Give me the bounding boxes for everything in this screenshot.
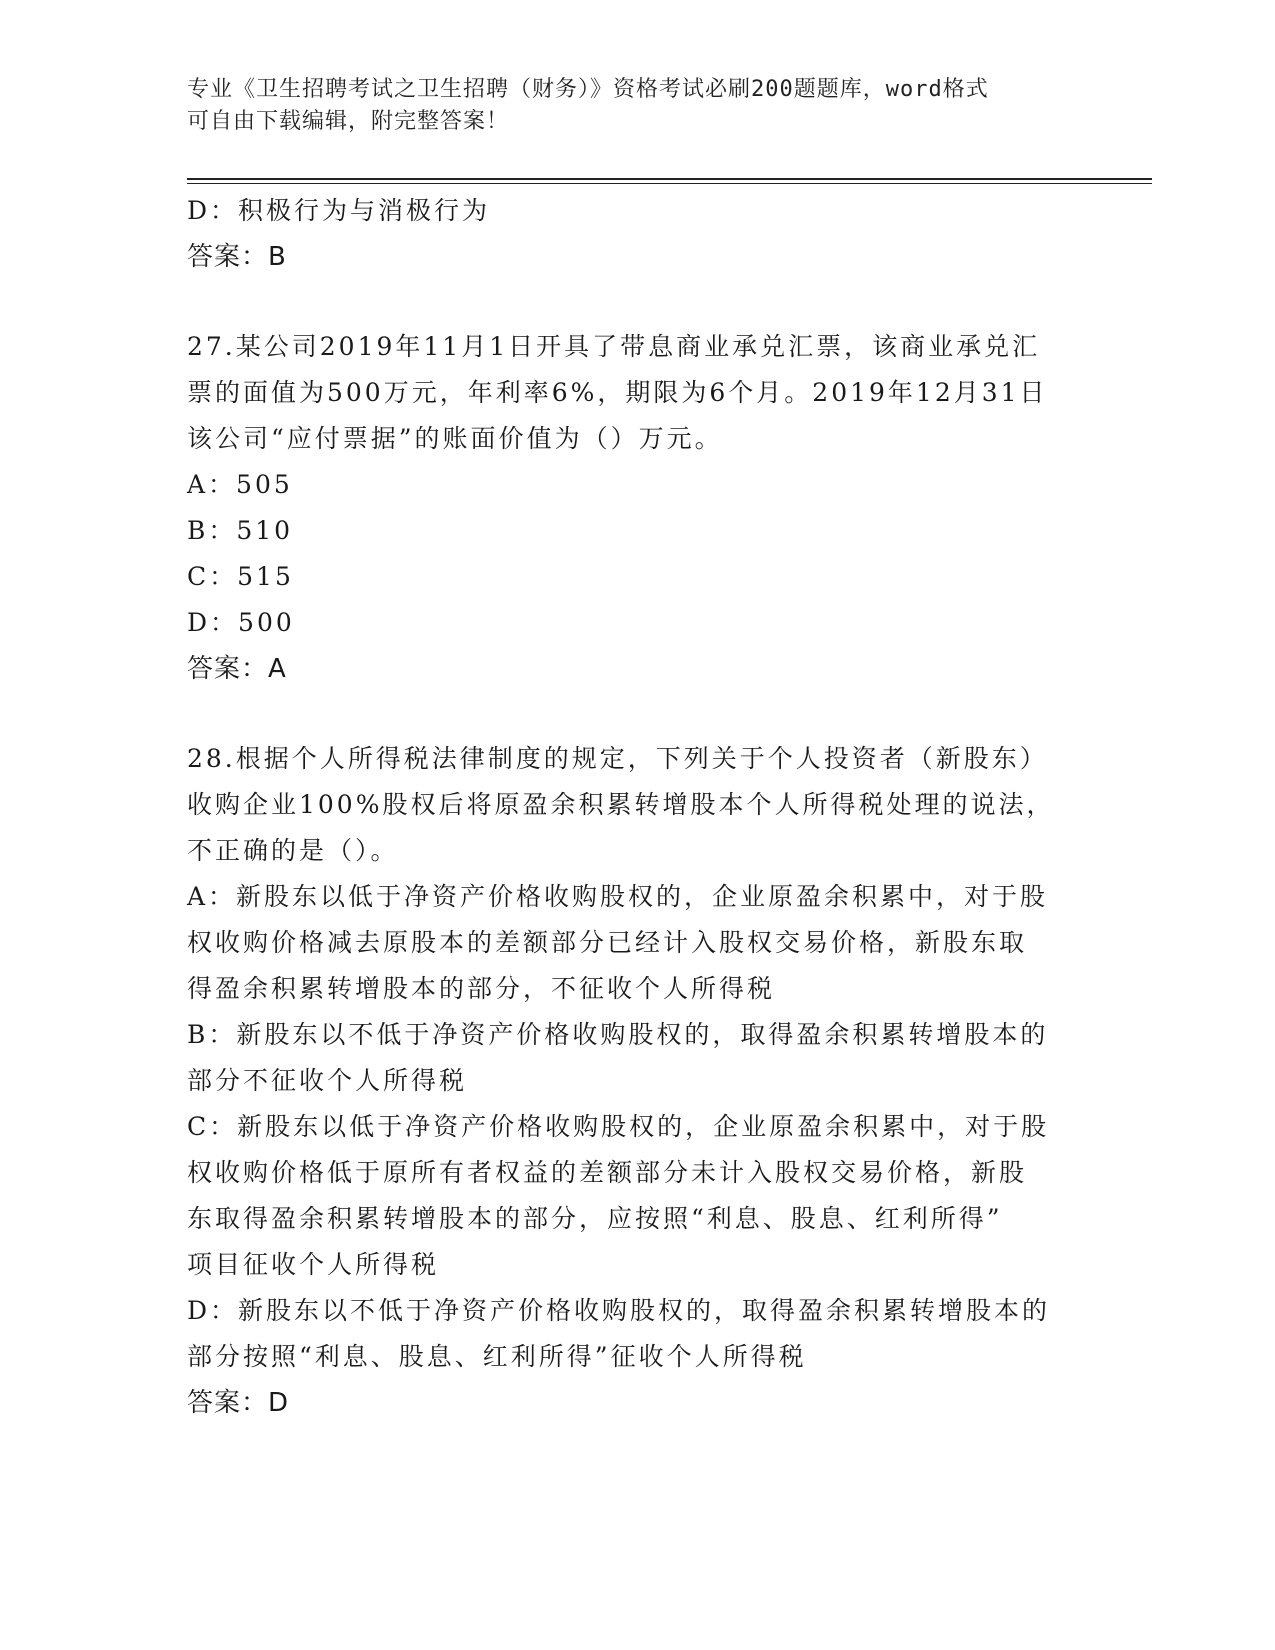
q28-option-c-line: 项目征收个人所得税 bbox=[187, 1250, 440, 1279]
q27-option-c: C：515 bbox=[187, 562, 294, 591]
q27-option-a: A：505 bbox=[187, 470, 293, 499]
spacer bbox=[187, 280, 1077, 324]
q26-answer: 答案：B bbox=[187, 242, 287, 272]
document-header bbox=[187, 74, 1087, 138]
q28-option-c-line: 权收购价格低于原所有者权益的差额部分未计入股权交易价格，新股 bbox=[187, 1158, 1028, 1187]
question-28 bbox=[187, 736, 1077, 1426]
q27-option-b: B：510 bbox=[187, 516, 294, 545]
question-27 bbox=[187, 324, 1077, 692]
question-26-tail bbox=[187, 188, 1077, 280]
header-line-1: 专业《卫生招聘考试之卫生招聘（财务）》资格考试必刷200题题库，word格式 bbox=[187, 77, 989, 102]
header-rule-thin bbox=[187, 183, 1152, 184]
q28-option-a-line: 权收购价格减去原股本的差额部分已经计入股权交易价格，新股东取 bbox=[187, 928, 1028, 957]
q28-option-a-line: A：新股东以低于净资产价格收购股权的，企业原盈余积累中，对于股 bbox=[187, 882, 1049, 911]
header-rule-thick bbox=[187, 178, 1152, 180]
q28-option-d-line: 部分按照“利息、股息、红利所得”征收个人所得税 bbox=[187, 1342, 807, 1371]
document-body bbox=[187, 188, 1077, 1426]
header-line-2: 可自由下载编辑，附完整答案！ bbox=[187, 109, 510, 134]
q28-answer: 答案：D bbox=[187, 1388, 290, 1418]
q28-option-c-line: C：新股东以低于净资产价格收购股权的，企业原盈余积累中，对于股 bbox=[187, 1112, 1050, 1141]
q28-stem-line: 不正确的是（）。 bbox=[187, 836, 399, 865]
q28-option-c-line: 东取得盈余积累转增股本的部分，应按照“利息、股息、红利所得” bbox=[187, 1204, 1003, 1233]
spacer bbox=[187, 692, 1077, 736]
q28-option-a-line: 得盈余积累转增股本的部分，不征收个人所得税 bbox=[187, 974, 776, 1003]
q27-stem-line: 该公司“应付票据”的账面价值为（）万元。 bbox=[187, 424, 723, 453]
q27-option-d: D：500 bbox=[187, 608, 295, 637]
q28-stem-line: 28.根据个人所得税法律制度的规定，下列关于个人投资者（新股东） bbox=[187, 744, 1048, 773]
q28-option-b-line: B：新股东以不低于净资产价格收购股权的，取得盈余积累转增股本的 bbox=[187, 1020, 1049, 1049]
q28-stem-line: 收购企业100%股权后将原盈余积累转增股本个人所得税处理的说法， bbox=[187, 790, 1055, 819]
q28-option-d-line: D：新股东以不低于净资产价格收购股权的，取得盈余积累转增股本的 bbox=[187, 1296, 1051, 1325]
q27-stem-line: 票的面值为500万元，年利率6%，期限为6个月。2019年12月31日 bbox=[187, 378, 1048, 407]
q28-option-b-line: 部分不征收个人所得税 bbox=[187, 1066, 468, 1095]
q27-answer: 答案：A bbox=[187, 654, 287, 684]
q27-stem-line: 27.某公司2019年11月1日开具了带息商业承兑汇票，该商业承兑汇 bbox=[187, 332, 1041, 361]
q26-option-d: D：积极行为与消极行为 bbox=[187, 196, 491, 225]
